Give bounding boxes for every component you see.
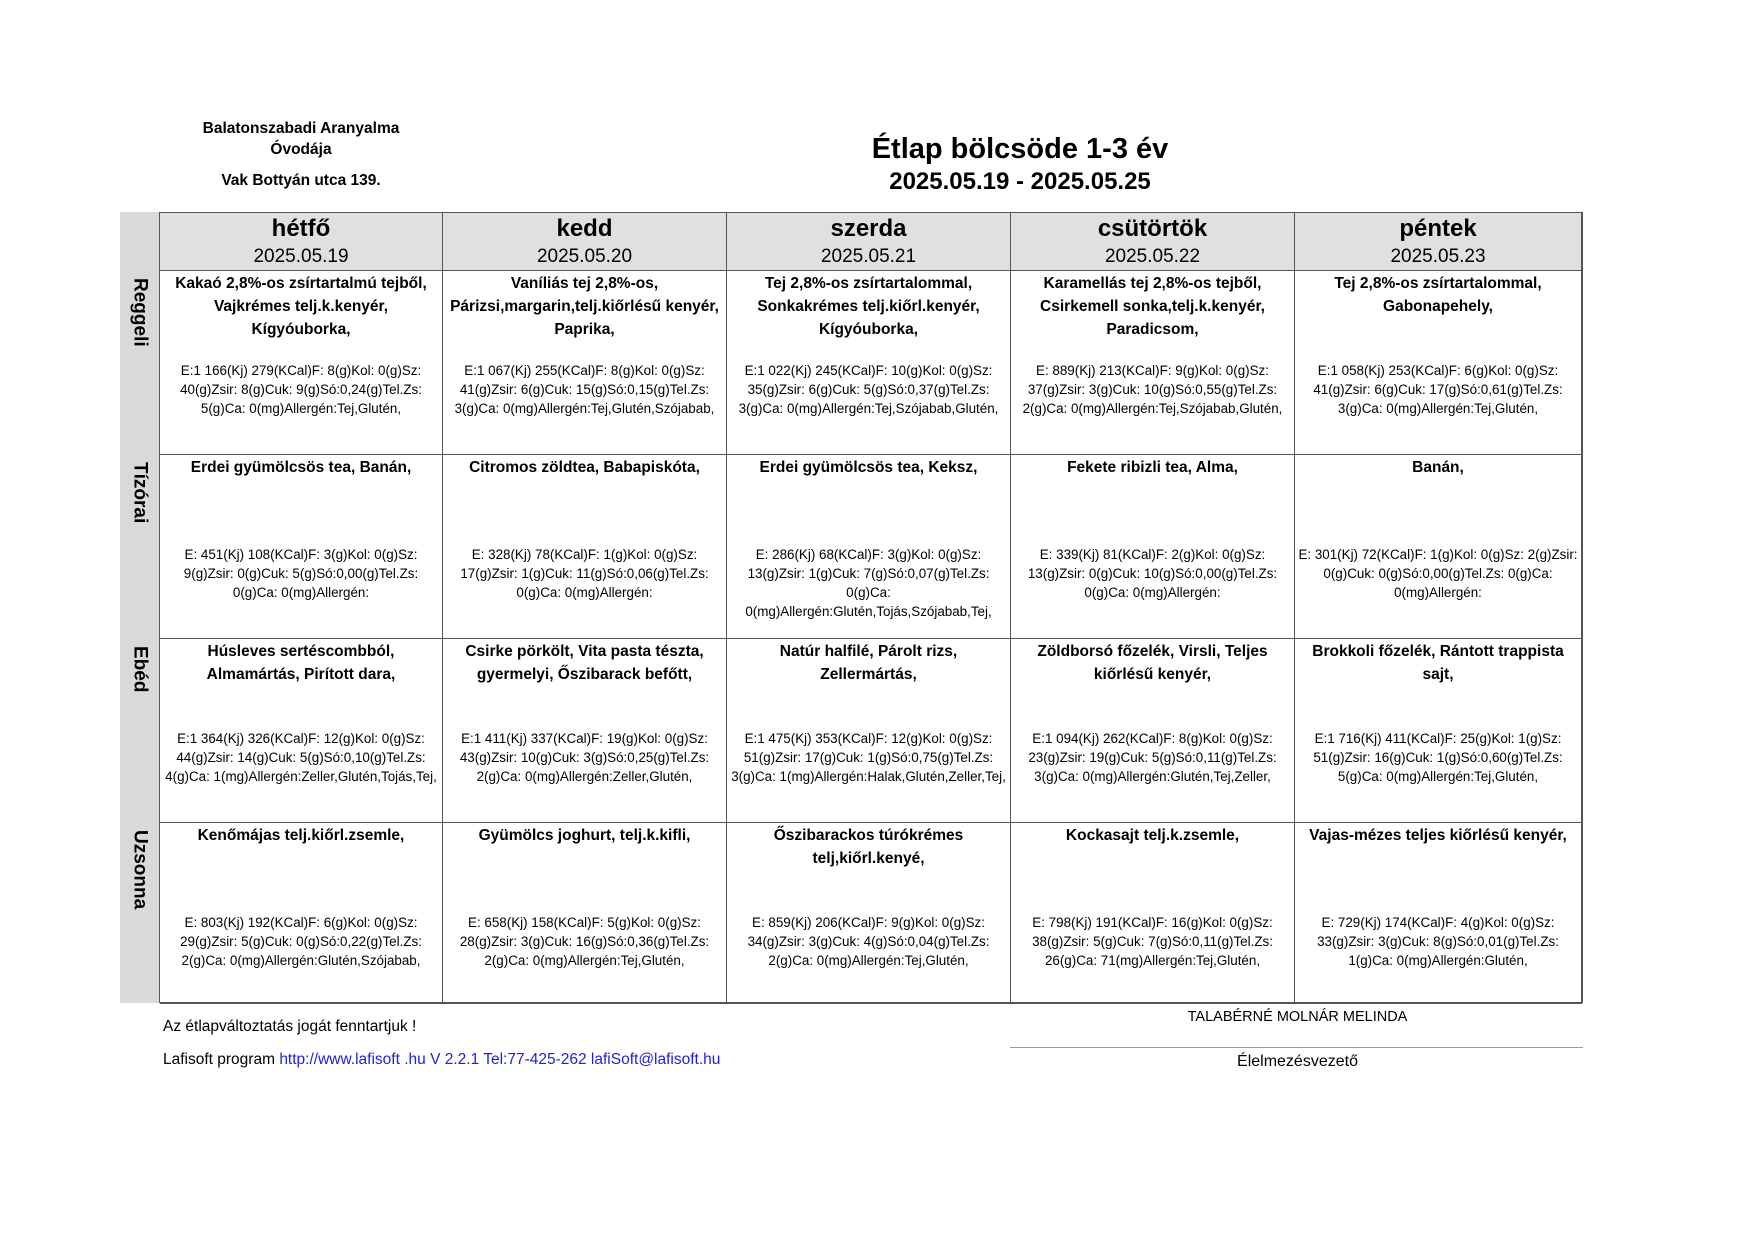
menu-cell bbox=[443, 823, 727, 1004]
meal-description: Csirke pörkölt, Vita pasta tészta, gyermelyi, Őszibarack befőtt, bbox=[465, 643, 704, 683]
menu-cell bbox=[727, 823, 1011, 1004]
day-date: 2025.05.23 bbox=[1390, 246, 1486, 267]
meal-description: Gyümölcs joghurt, telj.k.kifli, bbox=[478, 827, 691, 844]
menu-cell bbox=[1295, 823, 1582, 1004]
menu-cell bbox=[443, 271, 727, 455]
program-credit-text: Lafisoft program bbox=[163, 1051, 275, 1068]
day-header bbox=[443, 213, 727, 271]
nutrition-info: E: 859(Kj) 206(KCal)F: 9(g)Kol: 0(g)Sz: 34(g)Zsir: 3(g)Cuk: 4(g)Só:0,04(g)Tel.Zs: 2(g)Ca: 0(mg)Allergén:Tej,Glutén, bbox=[747, 915, 990, 968]
nutrition-info: E: 328(Kj) 78(KCal)F: 1(g)Kol: 0(g)Sz: 17(g)Zsir: 1(g)Cuk: 11(g)Só:0,06(g)Tel.Zs: 0(g)Ca: 0(mg)Allergén: bbox=[460, 547, 709, 600]
page-title: Étlap bölcsöde 1-3 év bbox=[871, 133, 1169, 165]
day-name: péntek bbox=[1399, 215, 1477, 242]
nutrition-info: E: 729(Kj) 174(KCal)F: 4(g)Kol: 0(g)Sz: 33(g)Zsir: 3(g)Cuk: 8(g)Só:0,01(g)Tel.Zs: 1(g)Ca: 0(mg)Allergén:Glutén, bbox=[1317, 915, 1559, 968]
nutrition-info: E:1 475(Kj) 353(KCal)F: 12(g)Kol: 0(g)Sz: 51(g)Zsir: 17(g)Cuk: 1(g)Só:0,75(g)Tel.Zs: 3(g)Ca: 1(mg)Allergén:Halak,Glutén,Zeller,Tej, bbox=[731, 731, 1006, 784]
nutrition-info: E: 803(Kj) 192(KCal)F: 6(g)Kol: 0(g)Sz: 29(g)Zsir: 5(g)Cuk: 0(g)Só:0,22(g)Tel.Zs: 2(g)Ca: 0(mg)Allergén:Glutén,Szójabab, bbox=[180, 915, 422, 968]
nutrition-info: E: 301(Kj) 72(KCal)F: 1(g)Kol: 0(g)Sz: 2(g)Zsir: 0(g)Cuk: 0(g)Só:0,00(g)Tel.Zs: 0(g)Ca: 0(mg)Allergén: bbox=[1298, 547, 1578, 600]
meal-description: Vajas-mézes teljes kiőrlésű kenyér, bbox=[1309, 827, 1567, 844]
nutrition-info: E: 339(Kj) 81(KCal)F: 2(g)Kol: 0(g)Sz: 13(g)Zsir: 0(g)Cuk: 10(g)Só:0,00(g)Tel.Zs: 0(g)Ca: 0(mg)Allergén: bbox=[1027, 547, 1278, 600]
meal-description: Tej 2,8%-os zsírtartalommal, Gabonapehely, bbox=[1334, 275, 1542, 315]
day-date: 2025.05.19 bbox=[253, 246, 349, 267]
meal-description: Vaníliás tej 2,8%-os, Párizsi,margarin,telj.kiőrlésű kenyér, Paprika, bbox=[450, 275, 719, 338]
day-name: hétfő bbox=[271, 215, 331, 242]
day-name: kedd bbox=[556, 215, 613, 242]
nutrition-info: E:1 067(Kj) 255(KCal)F: 8(g)Kol: 0(g)Sz: 41(g)Zsir: 6(g)Cuk: 15(g)Só:0,15(g)Tel.Zs: 3(g)Ca: 0(mg)Allergén:Tej,Glutén,Szójabab, bbox=[454, 363, 715, 416]
menu-cell bbox=[160, 823, 443, 1004]
menu-cell bbox=[727, 455, 1011, 639]
nutrition-info: E:1 364(Kj) 326(KCal)F: 12(g)Kol: 0(g)Sz: 44(g)Zsir: 14(g)Cuk: 5(g)Só:0,10(g)Tel.Zs: 4(g)Ca: 1(mg)Allergén:Zeller,Glutén,Tojás,Tej, bbox=[165, 731, 437, 784]
program-credit bbox=[163, 1051, 720, 1069]
meal-description: Brokkoli főzelék, Rántott trappista sajt, bbox=[1312, 643, 1564, 683]
menu-cell bbox=[1011, 823, 1295, 1004]
day-header bbox=[727, 213, 1011, 271]
nutrition-info: E:1 716(Kj) 411(KCal)F: 25(g)Kol: 1(g)Sz: 51(g)Zsir: 16(g)Cuk: 1(g)Só:0,60(g)Tel.Zs: 5(g)Ca: 0(mg)Allergén:Tej,Glutén, bbox=[1313, 731, 1563, 784]
menu-cell bbox=[160, 639, 443, 823]
meal-description: Húsleves sertéscombból, Almamártás, Pirított dara, bbox=[206, 643, 396, 683]
day-header bbox=[1295, 213, 1582, 271]
menu-cell bbox=[1295, 455, 1582, 639]
meal-description: Fekete ribizli tea, Alma, bbox=[1067, 459, 1238, 476]
day-name: csütörtök bbox=[1097, 215, 1208, 242]
row-label-uzsonna: Uzsonna bbox=[129, 830, 151, 910]
day-date: 2025.05.22 bbox=[1104, 246, 1201, 267]
change-notice: Az étlapváltoztatás jogát fenntartjuk ! bbox=[163, 1018, 417, 1035]
nutrition-info: E:1 411(Kj) 337(KCal)F: 19(g)Kol: 0(g)Sz: 43(g)Zsir: 10(g)Cuk: 3(g)Só:0,25(g)Tel.Zs: 2(g)Ca: 0(mg)Allergén:Zeller,Glutén, bbox=[459, 731, 710, 784]
menu-cell bbox=[1295, 271, 1582, 455]
day-header bbox=[160, 213, 443, 271]
nutrition-info: E:1 022(Kj) 245(KCal)F: 10(g)Kol: 0(g)Sz: 35(g)Zsir: 6(g)Cuk: 5(g)Só:0,37(g)Tel.Zs: 3(g)Ca: 0(mg)Allergén:Tej,Szójabab,Glutén, bbox=[738, 363, 999, 416]
program-credit-link[interactable]: http://www.lafisoft .hu V 2.2.1 Tel:77-425-262 lafiSoft@lafisoft.hu bbox=[279, 1051, 721, 1068]
menu-title-block bbox=[760, 132, 1280, 197]
day-header bbox=[1011, 213, 1295, 271]
meal-description: Zöldborsó főzelék, Virsli, Teljes kiőrlésű kenyér, bbox=[1037, 643, 1268, 683]
menu-cell bbox=[1011, 271, 1295, 455]
row-label-ebed: Ebéd bbox=[129, 646, 151, 693]
date-range: 2025.05.19 - 2025.05.25 bbox=[889, 168, 1151, 195]
nutrition-info: E:1 094(Kj) 262(KCal)F: 8(g)Kol: 0(g)Sz: 23(g)Zsir: 19(g)Cuk: 5(g)Só:0,11(g)Tel.Zs: 3(g)Ca: 0(mg)Allergén:Glutén,Tej,Zeller, bbox=[1028, 731, 1277, 784]
nutrition-info: E: 889(Kj) 213(KCal)F: 9(g)Kol: 0(g)Sz: 37(g)Zsir: 3(g)Cuk: 10(g)Só:0,55(g)Tel.Zs: 2(g)Ca: 0(mg)Allergén:Tej,Szójabab,Glutén, bbox=[1022, 363, 1283, 416]
meal-description: Karamellás tej 2,8%-os tejből, Csirkemell sonka,telj.k.kenyér, Paradicsom, bbox=[1040, 275, 1265, 338]
signature-line bbox=[1010, 1047, 1583, 1048]
meal-description: Erdei gyümölcsös tea, Keksz, bbox=[759, 459, 978, 476]
meal-description: Citromos zöldtea, Babapiskóta, bbox=[469, 459, 700, 476]
nutrition-info: E: 658(Kj) 158(KCal)F: 5(g)Kol: 0(g)Sz: 28(g)Zsir: 3(g)Cuk: 16(g)Só:0,36(g)Tel.Zs: 2(g)Ca: 0(mg)Allergén:Tej,Glutén, bbox=[459, 915, 710, 968]
school-address: Vak Bottyán utca 139. bbox=[221, 172, 381, 189]
menu-table bbox=[159, 212, 1583, 1003]
nutrition-info: E:1 166(Kj) 279(KCal)F: 8(g)Kol: 0(g)Sz: 40(g)Zsir: 8(g)Cuk: 9(g)Só:0,24(g)Tel.Zs: 5(g)Ca: 0(mg)Allergén:Tej,Glutén, bbox=[180, 363, 422, 416]
menu-cell bbox=[443, 639, 727, 823]
day-date: 2025.05.21 bbox=[820, 246, 917, 267]
meal-description: Erdei gyümölcsös tea, Banán, bbox=[190, 459, 412, 476]
meal-description: Őszibarackos túrókrémes telj,kiőrl.kenyé, bbox=[773, 827, 964, 867]
menu-cell bbox=[1295, 639, 1582, 823]
menu-cell bbox=[160, 271, 443, 455]
school-name-line1: Balatonszabadi Aranyalma bbox=[202, 120, 400, 137]
nutrition-info: E:1 058(Kj) 253(KCal)F: 6(g)Kol: 0(g)Sz: 41(g)Zsir: 6(g)Cuk: 17(g)Só:0,61(g)Tel.Zs: 3(g)Ca: 0(mg)Allergén:Tej,Glutén, bbox=[1313, 363, 1563, 416]
meal-description: Kakaó 2,8%-os zsírtartalmú tejből, Vajkrémes telj.k.kenyér, Kígyóuborka, bbox=[175, 275, 427, 338]
meal-description: Banán, bbox=[1412, 459, 1464, 476]
menu-cell bbox=[1011, 455, 1295, 639]
menu-cell bbox=[160, 455, 443, 639]
meal-description: Kockasajt telj.k.zsemle, bbox=[1065, 827, 1240, 844]
school-name-line2: Óvodája bbox=[270, 141, 332, 158]
nutrition-info: E: 798(Kj) 191(KCal)F: 16(g)Kol: 0(g)Sz: 38(g)Zsir: 5(g)Cuk: 7(g)Só:0,11(g)Tel.Zs: 26(g)Ca: 71(mg)Allergén:Tej,Glutén, bbox=[1032, 915, 1273, 968]
menu-cell bbox=[1011, 639, 1295, 823]
row-label-reggeli: Reggeli bbox=[129, 278, 151, 347]
meal-description: Kenőmájas telj.kiőrl.zsemle, bbox=[197, 827, 405, 844]
day-name: szerda bbox=[830, 215, 907, 242]
signer-name: TALABÉRNÉ MOLNÁR MELINDA bbox=[1187, 1009, 1408, 1025]
meal-description: Natúr halfilé, Párolt rizs, Zellermártás, bbox=[779, 643, 958, 683]
meal-description: Tej 2,8%-os zsírtartalommal, Sonkakrémes telj.kiőrl.kenyér, Kígyóuborka, bbox=[757, 275, 980, 338]
menu-cell bbox=[727, 271, 1011, 455]
menu-cell bbox=[727, 639, 1011, 823]
nutrition-info: E: 451(Kj) 108(KCal)F: 3(g)Kol: 0(g)Sz: 9(g)Zsir: 0(g)Cuk: 5(g)Só:0,00(g)Tel.Zs: 0(g)Ca: 0(mg)Allergén: bbox=[183, 547, 419, 600]
signer-role: Élelmezésvezető bbox=[1237, 1053, 1358, 1070]
menu-cell bbox=[443, 455, 727, 639]
nutrition-info: E: 286(Kj) 68(KCal)F: 3(g)Kol: 0(g)Sz: 13(g)Zsir: 1(g)Cuk: 7(g)Só:0,07(g)Tel.Zs: 0(g)Ca: 0(mg)Allergén:Glutén,Tojás,Szójabab,Tej, bbox=[745, 547, 992, 619]
school-info bbox=[176, 118, 426, 191]
day-date: 2025.05.20 bbox=[536, 246, 633, 267]
menu-grid bbox=[120, 212, 1583, 1003]
row-label-tizorai: Tízórai bbox=[129, 462, 151, 524]
row-label-column bbox=[120, 212, 159, 1003]
